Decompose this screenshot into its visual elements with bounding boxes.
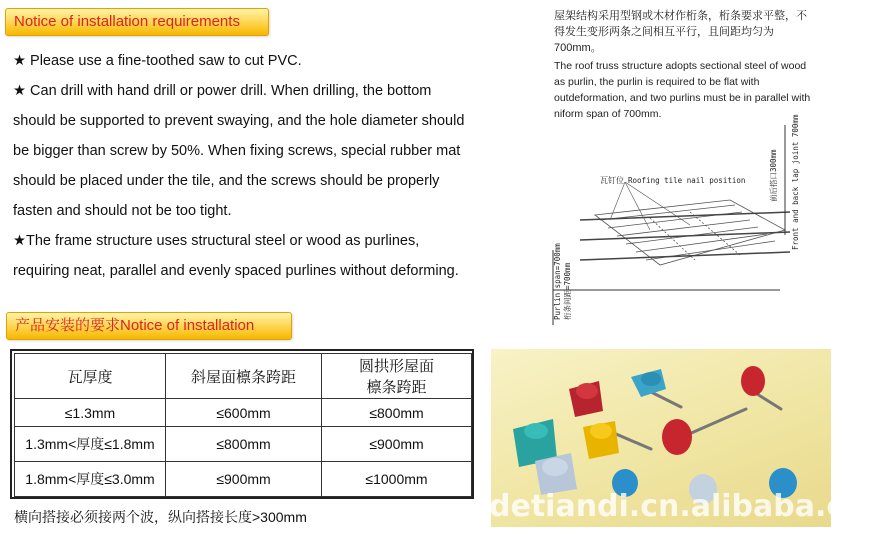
product-photo-screws-caps <box>489 349 896 527</box>
roof-installation-diagram <box>540 114 820 325</box>
table-cell: ≤800mm <box>166 427 322 462</box>
label-nail-cn: 瓦钉位 <box>600 176 624 185</box>
header-tile-thickness: 瓦厚度 <box>15 354 166 399</box>
table-cell: ≤1.3mm <box>15 399 166 427</box>
table-cell: ≤600mm <box>166 399 322 427</box>
bullet-item: ★ Can drill with hand drill or power drill. When drilling, the bottom should be supported to prevent swaying, and the hole diameter should be bigger than screw by 50%. When fixing screws, special rubber mat should be placed under the tile, and the screws should be properly fasten and should not be too tight. <box>13 83 465 219</box>
table-row <box>15 427 472 462</box>
bullet-item: ★ Please use a fine-toothed saw to cut PVC. <box>13 53 302 69</box>
bullet-item: ★The frame structure uses structural steel or wood as purlines, requiring neat, parallel and evenly spaced purlines without deforming. <box>13 233 459 279</box>
label-front-en: Front and back lap joint 700mm <box>791 114 800 250</box>
table-cell: ≤1000mm <box>322 462 472 497</box>
roof-truss-description <box>554 8 814 122</box>
colored-caps <box>513 366 797 504</box>
table-row <box>15 399 472 427</box>
overlap-note: 横向搭接必须接两个波，纵向搭接长度>300mm <box>14 509 307 525</box>
table-cell: 1.8mm<厚度≤3.0mm <box>15 462 166 497</box>
table-cell: ≤900mm <box>166 462 322 497</box>
label-front-cn: 前后搭口300mm <box>769 149 778 202</box>
table-row <box>15 462 472 497</box>
watermark: detiandi.cn.alibaba.com <box>489 489 896 524</box>
installation-bullets <box>13 46 473 286</box>
table-header-row <box>15 354 472 399</box>
label-purlin-cn: 桁条间距=700mm <box>563 262 572 320</box>
description-chinese: 屋架结构采用型钢或木材作桁条，桁条要求平整，不得发生变形两条之间相互平行，且间距均匀为700mm。 <box>554 10 807 54</box>
header-arched-roof-span: 圆拱形屋面檩条跨距 <box>322 354 472 399</box>
label-purlin-en: Purlin span=700mm <box>553 243 562 320</box>
label-nail-en: Roofing tile nail position <box>628 176 746 185</box>
table-cell: ≤900mm <box>322 427 472 462</box>
purlin-span-table <box>14 353 472 497</box>
header-pitched-roof-span: 斜屋面檩条跨距 <box>166 354 322 399</box>
table-cell: ≤800mm <box>322 399 472 427</box>
table-cell: 1.3mm<厚度≤1.8mm <box>15 427 166 462</box>
description-english: The roof truss structure adopts sectional steel of wood as purlin, the purlin is required to be flat with outdeformation, and two purlins must be in parallel with niform span of 700mm. <box>554 60 811 120</box>
section-title-notice-of-installation: 产品安装的要求Notice of installation <box>6 312 292 340</box>
section-title-installation-requirements: Notice of installation requirements <box>5 8 269 36</box>
screw-shafts <box>609 387 781 449</box>
